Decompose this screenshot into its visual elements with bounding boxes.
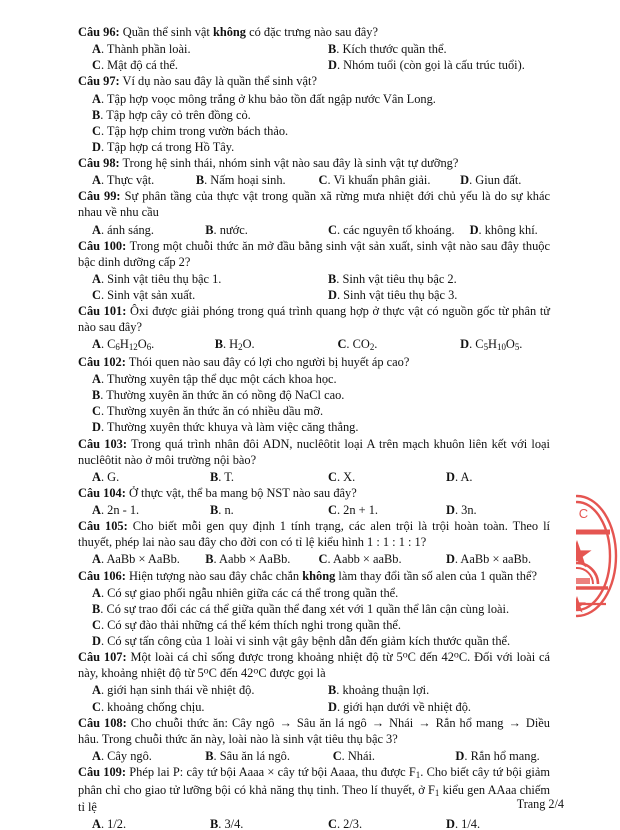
option-109-D[interactable] xyxy=(432,816,550,830)
option-label: B xyxy=(210,469,219,484)
option-label: D xyxy=(328,699,337,714)
question-number-103: Câu 103: xyxy=(78,436,127,451)
options-109 xyxy=(78,816,550,830)
option-row xyxy=(78,371,550,387)
option-label: B xyxy=(210,503,219,518)
option-text: . 1/4. xyxy=(454,817,481,830)
option-text: . 2/3. xyxy=(336,817,363,830)
option-96-D[interactable] xyxy=(314,57,550,73)
option-row xyxy=(78,91,550,107)
option-row xyxy=(78,617,550,633)
option-107-C[interactable] xyxy=(78,699,314,715)
option-text: . giới hạn sinh thái về nhiệt độ. xyxy=(100,683,255,698)
option-text: . Có sự giao phối ngẫu nhiên giữa các cá thể trong quần thể. xyxy=(100,585,399,600)
question-block-98 xyxy=(78,155,550,188)
question-block-101 xyxy=(78,303,550,354)
option-row xyxy=(78,123,550,139)
option-label: D xyxy=(328,58,337,73)
options-104 xyxy=(78,502,550,518)
option-101-A[interactable] xyxy=(78,336,201,354)
option-107-B[interactable] xyxy=(314,682,550,698)
question-block-103 xyxy=(78,436,550,485)
option-label: C xyxy=(92,123,101,138)
option-label: C xyxy=(92,617,101,632)
option-label: D xyxy=(455,748,465,763)
stem-text-105: Cho biết mỗi gen quy định 1 tính trạng, các alen trội là trội hoàn toàn. Theo lí thuyết, phép lai nào sau đây cho đời con có tỉ lệ kiểu hình 1 : 1 : 1 : 1? xyxy=(78,519,550,550)
option-text: . Tập hợp cá trong Hồ Tây. xyxy=(100,139,235,154)
option-row xyxy=(78,633,550,649)
option-label: A xyxy=(92,683,101,698)
question-block-107 xyxy=(78,649,550,715)
option-text: . Thường xuyên tập thể dục một cách khoa học. xyxy=(100,372,337,387)
option-98-C[interactable] xyxy=(305,172,447,188)
question-number-104: Câu 104: xyxy=(78,485,126,500)
option-text: . Thành phần loài. xyxy=(100,42,191,57)
option-100-B[interactable] xyxy=(314,271,550,287)
question-number-97: Câu 97: xyxy=(78,74,120,89)
option-text: . Sinh vật tiêu thụ bậc 3. xyxy=(336,288,458,302)
option-label: A xyxy=(92,748,101,763)
options-102 xyxy=(78,371,550,436)
option-label: A xyxy=(92,585,101,600)
option-104-B[interactable] xyxy=(196,502,314,518)
option-label: A xyxy=(92,271,101,286)
option-text: . G. xyxy=(100,469,120,484)
seal-graphic xyxy=(565,492,620,620)
option-text: . Rắn hổ mang. xyxy=(464,748,540,763)
option-103-D[interactable] xyxy=(432,469,550,485)
options-107 xyxy=(78,682,550,714)
stem-text-96a: Quần thể sinh vật xyxy=(122,25,213,39)
option-label: D xyxy=(469,222,479,237)
option-text: . Có sự trao đổi các cá thể giữa quần thể đang xét với 1 quần thể lân cận cùng loài. xyxy=(100,601,510,616)
question-stem-109 xyxy=(78,764,550,815)
option-text: . n. xyxy=(218,503,234,518)
question-block-97 xyxy=(78,73,550,155)
option-label: C xyxy=(318,173,328,188)
option-105-C[interactable] xyxy=(305,551,432,567)
option-100-C[interactable] xyxy=(78,287,314,303)
option-108-C[interactable] xyxy=(319,748,442,764)
option-label: B xyxy=(195,173,205,188)
option-97-A[interactable] xyxy=(78,91,550,107)
option-formula: . $C_5H_{10}O_5$. xyxy=(469,337,523,353)
option-text: . AaBb × AaBb. xyxy=(100,552,180,567)
option-label: D xyxy=(446,817,455,830)
question-block-100 xyxy=(78,238,550,304)
option-99-B[interactable] xyxy=(191,222,314,238)
options-96 xyxy=(78,41,550,73)
option-text: . giới hạn dưới về nhiệt độ. xyxy=(336,699,472,714)
option-109-A[interactable] xyxy=(78,816,196,830)
option-formula: . $C_6H_{12}O_6$. xyxy=(100,337,155,353)
option-text: . Aabb × AaBb. xyxy=(213,552,291,567)
option-label: D xyxy=(92,634,101,649)
option-103-C[interactable] xyxy=(314,469,432,485)
option-text: . ánh sáng. xyxy=(100,222,154,237)
stem-text-102: Thói quen nào sau đây có lợi cho người bị huyết áp cao? xyxy=(128,354,410,369)
option-103-B[interactable] xyxy=(196,469,314,485)
option-row xyxy=(78,403,550,419)
option-108-D[interactable] xyxy=(441,748,550,764)
question-list xyxy=(78,24,550,830)
question-number-107: Câu 107: xyxy=(78,650,127,665)
option-row xyxy=(78,222,550,238)
option-label: C xyxy=(328,503,337,518)
question-number-108: Câu 108: xyxy=(78,715,127,730)
option-label: B xyxy=(205,222,214,237)
option-text: . Sinh vật sản xuất. xyxy=(100,288,196,302)
option-99-C[interactable] xyxy=(314,222,456,238)
option-label: C xyxy=(318,552,328,567)
option-row xyxy=(78,107,550,123)
stem-text-107: Một loài cá chỉ sống được trong khoảng nhiệt độ từ 5$^o$C đến 42$^o$C. Đối với loài cá này, khoảng nhiệt độ từ 5$^o$C đến 42$^o$C được gọi là xyxy=(78,649,550,681)
question-number-109: Câu 109: xyxy=(78,765,126,780)
stem-text-109: Phép lai P: cây tứ bội Aaaa × cây tứ bội Aaaa, thu được $F_1$. Cho biết cây tứ bội giảm phân chỉ cho giao tử lưỡng bội có khả năng thụ tinh. Theo lí thuyết, ở $F_1$ kiểu gen AAaa chiếm tỉ lệ xyxy=(78,765,550,815)
question-number-98: Câu 98: xyxy=(78,156,120,170)
option-label: C xyxy=(92,58,101,73)
option-text: . Tập hợp voọc mông trắng ở khu bảo tồn đất ngập nước Vân Long. xyxy=(100,91,436,106)
option-102-A[interactable] xyxy=(78,371,550,387)
option-text: . Tập hợp cây cỏ trên đồng cỏ. xyxy=(100,107,251,122)
option-99-D[interactable] xyxy=(456,222,550,238)
option-100-A[interactable] xyxy=(78,271,314,287)
option-text: . khoảng chống chịu. xyxy=(100,699,205,714)
option-text: . X. xyxy=(336,469,356,484)
option-label: A xyxy=(92,469,101,484)
option-104-A[interactable] xyxy=(78,502,196,518)
option-label: D xyxy=(92,420,101,435)
page-footer: Trang 2/4 xyxy=(516,797,564,811)
question-block-105 xyxy=(78,518,550,567)
option-label: B xyxy=(205,748,214,763)
question-stem-96 xyxy=(78,24,550,40)
option-106-D[interactable] xyxy=(78,633,550,649)
option-row xyxy=(78,57,550,73)
stem-text-99: Sự phân tầng của thực vật trong quần xã rừng mưa nhiệt đới chủ yếu là do sự khác nhau về nhu cầu xyxy=(78,189,550,220)
official-seal xyxy=(565,492,620,620)
question-block-108 xyxy=(78,715,550,764)
option-text: . Giun đất. xyxy=(469,173,522,188)
options-99 xyxy=(78,222,550,238)
option-108-A[interactable] xyxy=(78,748,191,764)
option-102-B[interactable] xyxy=(78,387,550,403)
option-text: . Sinh vật tiêu thụ bậc 1. xyxy=(100,271,222,286)
stem-text-101: Ôxi được giải phóng trong quá trình quang hợp ở thực vật có nguồn gốc từ phân tử nào sau đây? xyxy=(78,304,550,335)
question-stem-105 xyxy=(78,518,550,550)
option-row xyxy=(78,271,550,287)
question-block-102 xyxy=(78,354,550,436)
option-row xyxy=(78,419,550,435)
option-text: . Vi khuẩn phân giải. xyxy=(327,173,431,188)
option-row xyxy=(78,502,550,518)
option-label: C xyxy=(337,337,347,352)
question-block-109 xyxy=(78,764,550,830)
option-label: A xyxy=(92,552,101,567)
option-text: . khoảng thuận lợi. xyxy=(336,683,430,698)
option-107-D[interactable] xyxy=(314,699,550,715)
option-97-C[interactable] xyxy=(78,123,550,139)
option-97-D[interactable] xyxy=(78,139,550,155)
option-100-D[interactable] xyxy=(314,287,550,303)
stem-text-106b: làm thay đổi tần số alen của 1 quần thể? xyxy=(335,568,537,583)
option-label: A xyxy=(92,222,101,237)
option-text: . Thường xuyên ăn thức ăn có nồng độ NaCl cao. xyxy=(100,388,345,403)
option-text: . T. xyxy=(218,469,234,484)
option-label: C xyxy=(92,404,101,419)
option-label: C xyxy=(332,748,342,763)
option-text: . Mật độ cá thể. xyxy=(100,58,179,73)
stem-text-104: Ở thực vật, thể ba mang bộ NST nào sau đây? xyxy=(128,485,357,500)
option-label: D xyxy=(328,288,337,302)
option-101-B[interactable] xyxy=(201,336,324,354)
option-96-B[interactable] xyxy=(314,41,550,57)
option-text: . Aabb × aaBb. xyxy=(327,552,402,567)
question-block-96 xyxy=(78,24,550,73)
options-108 xyxy=(78,748,550,764)
option-96-C[interactable] xyxy=(78,57,314,73)
option-98-D[interactable] xyxy=(446,172,550,188)
options-101 xyxy=(78,336,550,354)
options-100 xyxy=(78,271,550,303)
question-block-99 xyxy=(78,188,550,237)
option-row xyxy=(78,41,550,57)
option-row xyxy=(78,551,550,567)
options-105 xyxy=(78,551,550,567)
option-label: B xyxy=(210,817,219,830)
option-text: . 2n + 1. xyxy=(336,503,379,518)
option-row xyxy=(78,287,550,303)
stem-text-97: Ví dụ nào sau đây là quần thể sinh vật? xyxy=(122,74,317,89)
option-97-B[interactable] xyxy=(78,107,550,123)
options-103 xyxy=(78,469,550,485)
question-stem-99 xyxy=(78,188,550,220)
option-text: . 3/4. xyxy=(218,817,244,830)
question-number-105: Câu 105: xyxy=(78,519,128,534)
option-label: D xyxy=(92,139,101,154)
stem-text-96b: có đặc trưng nào sau đây? xyxy=(246,25,378,39)
question-stem-101 xyxy=(78,303,550,335)
option-formula: . $H_2O$. xyxy=(222,337,255,353)
option-label: D xyxy=(446,503,455,518)
question-stem-108 xyxy=(78,715,550,747)
option-label: A xyxy=(92,337,101,352)
stem-emphasis-106: không xyxy=(302,568,336,583)
question-stem-104 xyxy=(78,485,550,501)
option-text: . 3n. xyxy=(454,503,477,518)
option-row xyxy=(78,601,550,617)
option-96-A[interactable] xyxy=(78,41,314,57)
option-text: . Có sự đào thải những cá thể kém thích nghi trong quần thể. xyxy=(100,617,402,632)
seal-text: U C xyxy=(565,506,589,521)
stem-emphasis-96: không xyxy=(212,25,247,39)
option-103-A[interactable] xyxy=(78,469,196,485)
option-label: B xyxy=(92,601,101,616)
question-block-104 xyxy=(78,485,550,518)
option-text: . các nguyên tố khoáng. xyxy=(336,222,455,237)
stem-text-100: Trong một chuỗi thức ăn mở đầu bằng sinh vật sản xuất, sinh vật nào sau đây thuộc bậc dinh dưỡng cấp 2? xyxy=(78,238,550,269)
option-label: D xyxy=(460,337,470,352)
question-stem-103 xyxy=(78,436,550,468)
option-99-A[interactable] xyxy=(78,222,191,238)
question-stem-97 xyxy=(78,73,550,89)
option-text: . Tập hợp chim trong vườn bách thảo. xyxy=(100,123,289,138)
option-text: . Nấm hoại sinh. xyxy=(204,173,286,188)
option-label: B xyxy=(92,107,101,122)
question-stem-107 xyxy=(78,649,550,681)
question-block-106 xyxy=(78,568,550,650)
option-label: A xyxy=(92,817,101,830)
option-text: . không khí. xyxy=(478,222,538,237)
option-text: . Thực vật. xyxy=(100,173,155,188)
option-108-B[interactable] xyxy=(191,748,318,764)
option-label: A xyxy=(92,91,101,106)
option-label: B xyxy=(328,683,337,698)
option-105-D[interactable] xyxy=(432,551,550,567)
stem-text-98: Trong hệ sinh thái, nhóm sinh vật nào sau đây là sinh vật tự dưỡng? xyxy=(122,156,459,170)
question-stem-100 xyxy=(78,238,550,270)
question-number-101: Câu 101: xyxy=(78,304,127,319)
option-label: D xyxy=(446,469,455,484)
option-102-D[interactable] xyxy=(78,419,550,435)
question-number-99: Câu 99: xyxy=(78,189,121,204)
option-104-D[interactable] xyxy=(432,502,550,518)
option-text: . Nhóm tuổi (còn gọi là cấu trúc tuổi). xyxy=(336,58,525,73)
option-row xyxy=(78,469,550,485)
option-label: B xyxy=(92,388,101,403)
option-107-A[interactable] xyxy=(78,682,314,698)
question-number-100: Câu 100: xyxy=(78,238,127,253)
option-109-B[interactable] xyxy=(196,816,314,830)
option-row xyxy=(78,748,550,764)
option-row xyxy=(78,172,550,188)
option-label: B xyxy=(328,271,337,286)
option-text: . 2n - 1. xyxy=(100,503,140,518)
option-98-A[interactable] xyxy=(78,172,182,188)
option-109-C[interactable] xyxy=(314,816,432,830)
question-stem-102 xyxy=(78,354,550,370)
option-row xyxy=(78,682,550,698)
stem-text-106a: Hiện tượng nào sau đây chắc chắn xyxy=(128,568,303,583)
option-label: C xyxy=(328,817,337,830)
option-label: A xyxy=(92,372,101,387)
option-label: B xyxy=(205,552,214,567)
options-98 xyxy=(78,172,550,188)
option-text: . Nhái. xyxy=(341,748,376,763)
option-text: . Sâu ăn lá ngô. xyxy=(213,748,290,763)
option-label: C xyxy=(92,699,101,714)
option-row xyxy=(78,699,550,715)
option-106-B[interactable] xyxy=(78,601,550,617)
question-number-102: Câu 102: xyxy=(78,354,126,369)
stem-text-108: Cho chuỗi thức ăn: Cây ngô → Sâu ăn lá ngô → Nhái → Rắn hổ mang → Diều hâu. Trong chuỗi thức ăn này, loài nào là sinh vật tiêu thụ bậc 3? xyxy=(78,715,550,746)
option-101-C[interactable] xyxy=(323,336,446,354)
options-97 xyxy=(78,91,550,156)
option-text: . AaBb × aaBb. xyxy=(454,552,532,567)
option-row xyxy=(78,387,550,403)
option-text: . Sinh vật tiêu thụ bậc 2. xyxy=(336,271,457,286)
option-text: . Có sự tấn công của 1 loài vi sinh vật gây bệnh dẫn đến giảm kích thước quần thể. xyxy=(100,634,511,649)
option-label: B xyxy=(328,42,337,57)
option-text: . Thường xuyên ăn thức ăn có nhiều dầu mỡ. xyxy=(100,404,324,419)
option-text: . Kích thước quần thể. xyxy=(336,42,447,57)
option-text: . nước. xyxy=(213,222,248,237)
option-105-B[interactable] xyxy=(191,551,304,567)
option-label: D xyxy=(460,173,470,188)
option-text: . Cây ngô. xyxy=(100,748,152,763)
option-label: C xyxy=(328,469,337,484)
question-stem-106 xyxy=(78,568,550,584)
option-label: A xyxy=(92,503,101,518)
option-row xyxy=(78,816,550,830)
option-label: B xyxy=(214,337,223,352)
option-text: . A. xyxy=(454,469,473,484)
option-106-A[interactable] xyxy=(78,585,550,601)
option-row xyxy=(78,139,550,155)
option-label: C xyxy=(327,222,337,237)
option-106-C[interactable] xyxy=(78,617,550,633)
option-102-C[interactable] xyxy=(78,403,550,419)
question-number-106: Câu 106: xyxy=(78,568,126,583)
option-row xyxy=(78,336,550,354)
stem-text-103: Trong quá trình nhân đôi ADN, nuclêôtit loại A trên mạch khuôn liên kết với loại nuclêôtit nào ở môi trường nội bào? xyxy=(78,436,550,467)
option-label: C xyxy=(92,288,101,302)
option-98-B[interactable] xyxy=(182,172,305,188)
option-text: . 1/2. xyxy=(100,817,127,830)
option-row xyxy=(78,585,550,601)
option-text: . Thường xuyên thức khuya và làm việc căng thẳng. xyxy=(100,420,359,435)
option-label: D xyxy=(445,552,455,567)
question-number-96: Câu 96: xyxy=(78,25,120,39)
option-formula: . $CO_2$. xyxy=(346,337,378,353)
option-label: A xyxy=(92,173,101,188)
options-106 xyxy=(78,585,550,650)
option-105-A[interactable] xyxy=(78,551,191,567)
option-104-C[interactable] xyxy=(314,502,432,518)
question-stem-98 xyxy=(78,155,550,171)
option-label: A xyxy=(92,42,101,57)
option-101-D[interactable] xyxy=(446,336,550,354)
